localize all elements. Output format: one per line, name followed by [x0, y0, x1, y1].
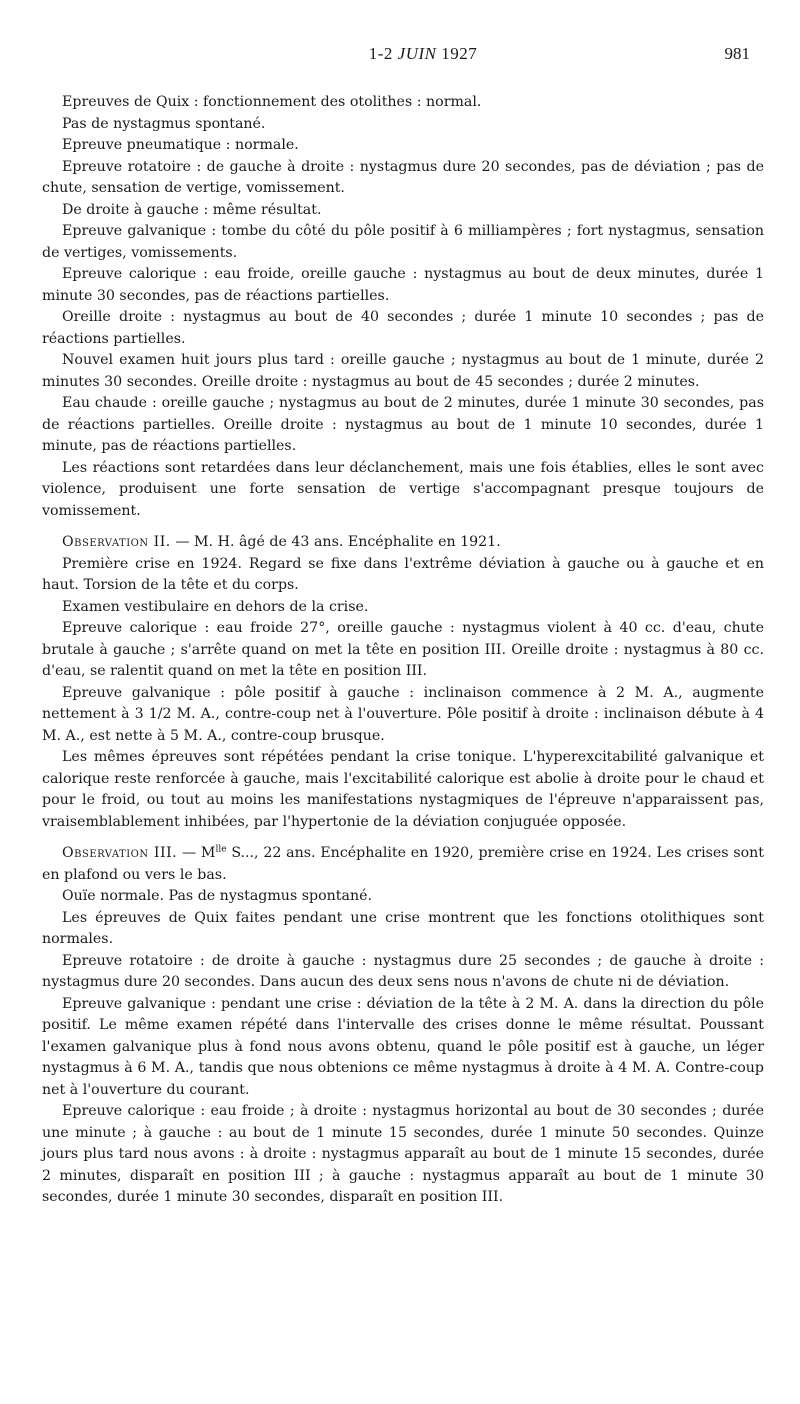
paragraph: Epreuve calorique : eau froide ; à droite : nystagmus horizontal au bout de 30 secondes ; durée une minute ; à gauche : au bout de 1 minute 15 secondes, durée 1 minute 50 secondes. Quinze jours plus tard nous avons : à droite : nystagmus apparaît au bout de 1 minute 15 secondes, durée 2 minutes, disparaît en position III ; à gauche : nystagmus apparaît au bout de 1 minute 30 secondes, durée 1 minute 30 secondes, disparaît en position III.: [42, 1103, 764, 1205]
date-day: 1-2: [368, 44, 398, 63]
paragraph: Epreuve pneumatique : normale.: [62, 137, 299, 153]
paragraph: Epreuve rotatoire : de droite à gauche : nystagmus dure 25 secondes ; de gauche à droite : nystagmus dure 20 secondes. Dans aucun des deux sens nous n'avons de chute ni de déviation.: [42, 952, 764, 990]
paragraph: Eau chaude : oreille gauche ; nystagmus au bout de 2 minutes, durée 1 minute 30 secondes, pas de réactions partielles. Oreille droite : nystagmus au bout de 1 minute 10 secondes, durée 1 minute, pas de réactions partielles.: [42, 395, 764, 454]
paragraph: Nouvel examen huit jours plus tard : oreille gauche ; nystagmus au bout de 1 minute, durée 2 minutes 30 secondes. Oreille droite : nystagmus au bout de 45 secondes ; durée 2 minutes.: [42, 352, 764, 390]
observation-3-heading: [42, 843, 764, 886]
paragraph: Epreuve calorique : eau froide 27°, oreille gauche : nystagmus violent à 40 cc. d'eau, chute brutale à gauche ; s'arrête quand on met la tête en position III. Oreille droite : nystagmus à 80 cc. d'eau, se ralentit quand on met la tête en position III.: [42, 620, 764, 679]
article-body: [42, 92, 764, 1209]
page-header: [42, 0, 764, 92]
running-title: [42, 44, 764, 64]
page-number: 981: [724, 44, 750, 63]
date-year: 1927: [436, 44, 478, 63]
paragraph: Pas de nystagmus spontané.: [62, 115, 266, 132]
paragraph: Ouïe normale. Pas de nystagmus spontané.: [62, 888, 372, 904]
paragraph: Oreille droite : nystagmus au bout de 40 secondes ; durée 1 minute 10 secondes ; pas de réactions partielles.: [42, 309, 764, 347]
observation-intro-a: — M: [177, 845, 216, 861]
paragraph: De droite à gauche : même résultat.: [62, 201, 322, 218]
paragraph: Les réactions sont retardées dans leur déclanchement, mais une fois établies, elles le sont avec violence, produisent une forte sensation de vertige s'accompagnant presque toujours de vomissement.: [42, 459, 764, 519]
paragraph: Epreuve calorique : eau froide, oreille gauche : nystagmus au bout de deux minutes, durée 1 minute 30 secondes, pas de réactions partielles.: [42, 266, 764, 304]
date-month: JUIN: [397, 44, 437, 63]
observation-intro: — M. H. âgé de 43 ans. Encéphalite en 1921.: [170, 534, 501, 550]
observation-label: Observation III.: [62, 845, 178, 861]
paragraph: Les épreuves de Quix faites pendant une crise montrent que les fonctions otolithiques sont normales.: [42, 909, 764, 947]
paragraph: Examen vestibulaire en dehors de la crise.: [62, 598, 369, 615]
title-superscript: lle: [215, 844, 227, 855]
paragraph: Les mêmes épreuves sont répétées pendant la crise tonique. L'hyperexcitabilité galvanique et calorique reste renforcée à gauche, mais l'excitabilité calorique est abolie à droite pour le chaud et pour le froid, ou tout au moins les manifestations nystagmiques de l'épreuve n'apparaissent pas, vraisemblablement inhibées, par l'hypertonie de la déviation conjuguée opposée.: [42, 749, 764, 830]
observation-intro-b: S..., 22 ans. Encéphalite en 1920, première crise en 1924. Les crises sont en plafond ou vers le bas.: [42, 845, 765, 883]
paragraph: Epreuve galvanique : pôle positif à gauche : inclinaison commence à 2 M. A., augmente nettement à 3 1/2 M. A., contre-coup net à l'ouverture. Pôle positif à droite : inclinaison débute à 4 M. A., est nette à 5 M. A., contre-coup brusque.: [42, 684, 764, 744]
paragraph: Epreuves de Quix : fonctionnement des otolithes : normal.: [62, 94, 482, 110]
paragraph: Epreuve rotatoire : de gauche à droite : nystagmus dure 20 secondes, pas de déviation ; pas de chute, sensation de vertige, vomissement.: [42, 158, 764, 196]
paragraph: Epreuve galvanique : pendant une crise : déviation de la tête à 2 M. A. dans la direction du pôle positif. Le même examen répété dans l'intervalle des crises donne le même résultat. Poussant l'examen galvanique plus à fond nous avons obtenu, quand le pôle positif est à gauche, un léger nystagmus à 6 M. A., tandis que nous obtenions ce même nystagmus à droite à 4 M. A. Contre-coup net à l'ouverture du courant.: [42, 995, 764, 1098]
paragraph: Première crise en 1924. Regard se fixe dans l'extrême déviation à gauche ou à gauche et en haut. Torsion de la tête et du corps.: [42, 555, 764, 593]
observation-2-heading: [42, 532, 764, 554]
observation-label: Observation II.: [62, 534, 171, 550]
paragraph: Epreuve galvanique : tombe du côté du pôle positif à 6 milliampères ; fort nystagmus, sensation de vertiges, vomissements.: [42, 223, 764, 261]
